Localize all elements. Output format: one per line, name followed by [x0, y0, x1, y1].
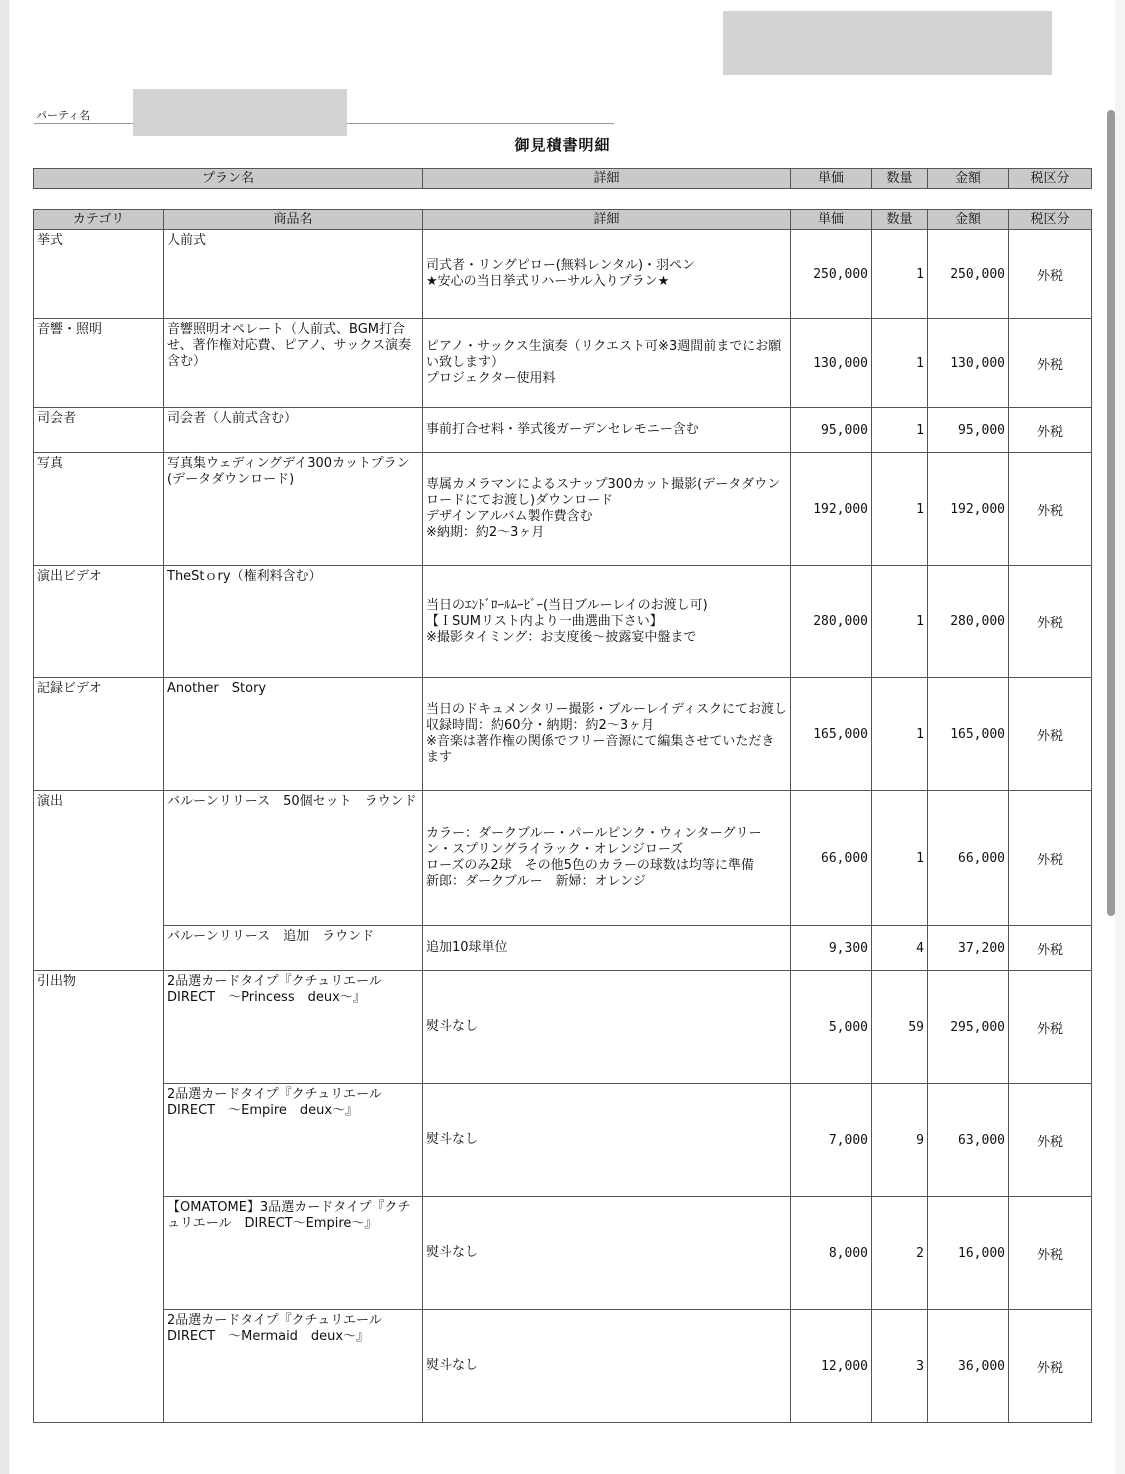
- qty-cell: 1: [872, 566, 928, 678]
- amount-cell: 63,000: [928, 1084, 1009, 1197]
- detail-cell: 事前打合せ料・挙式後ガーデンセレモニー含む: [423, 408, 791, 453]
- amount-cell: 16,000: [928, 1197, 1009, 1310]
- price-cell: 165,000: [791, 678, 872, 791]
- tax-cell: 外税: [1009, 1310, 1092, 1423]
- price-cell: 280,000: [791, 566, 872, 678]
- header-detail: 詳細: [423, 169, 791, 189]
- qty-cell: 1: [872, 453, 928, 566]
- detail-cell: 熨斗なし: [423, 1084, 791, 1197]
- items-table: [33, 209, 1092, 1423]
- qty-cell: 1: [872, 408, 928, 453]
- amount-cell: 280,000: [928, 566, 1009, 678]
- redacted-block: [723, 11, 1052, 75]
- price-cell: 250,000: [791, 230, 872, 319]
- qty-cell: 9: [872, 1084, 928, 1197]
- category-cell: 挙式: [34, 230, 164, 319]
- category-cell: 記録ビデオ: [34, 678, 164, 791]
- scrollbar[interactable]: [1107, 110, 1115, 916]
- tax-cell: 外税: [1009, 230, 1092, 319]
- table-row: [34, 791, 1092, 926]
- product-cell: バルーンリリース 50個セット ラウンド: [164, 791, 423, 926]
- product-cell: 司会者（人前式含む）: [164, 408, 423, 453]
- price-cell: 7,000: [791, 1084, 872, 1197]
- table-row: [34, 1310, 1092, 1423]
- header-tax-class: 税区分: [1009, 169, 1092, 189]
- price-cell: 192,000: [791, 453, 872, 566]
- detail-cell: 専属カメラマンによるスナップ300カット撮影(データダウンロードにてお渡し)ダウンロード デザインアルバム製作費含む ※納期：約2～3ヶ月: [423, 453, 791, 566]
- product-cell: 2品選カードタイプ『クチュリエール DIRECT ～Empire deux～』: [164, 1084, 423, 1197]
- header-quantity: 数量: [872, 169, 928, 189]
- tax-cell: 外税: [1009, 1084, 1092, 1197]
- detail-cell: 当日のドキュメンタリー撮影・ブルーレイディスクにてお渡し 収録時間：約60分・納期：約2～3ヶ月 ※音楽は著作権の関係でフリー音源にて編集させていただきます: [423, 678, 791, 791]
- detail-cell: 熨斗なし: [423, 971, 791, 1084]
- detail-cell: カラー：ダークブルー・パールピンク・ウィンターグリーン・スプリングライラック・オレンジローズ ローズのみ2球 その他5色のカラーの球数は均等に準備 新郎：ダークブルー 新婦：オレンジ: [423, 791, 791, 926]
- qty-cell: 4: [872, 926, 928, 971]
- header-amount: 金額: [928, 210, 1009, 230]
- tax-cell: 外税: [1009, 1197, 1092, 1310]
- price-cell: 12,000: [791, 1310, 872, 1423]
- detail-cell: 熨斗なし: [423, 1310, 791, 1423]
- plan-table-header: [34, 169, 1092, 189]
- qty-cell: 3: [872, 1310, 928, 1423]
- qty-cell: 59: [872, 971, 928, 1084]
- table-row: [34, 230, 1092, 319]
- amount-cell: 192,000: [928, 453, 1009, 566]
- product-cell: TheStｏry（権利料含む）: [164, 566, 423, 678]
- tax-cell: 外税: [1009, 791, 1092, 926]
- header-detail: 詳細: [423, 210, 791, 230]
- product-cell: 【OMATOME】3品選カードタイプ『クチュリエール DIRECT～Empire～』: [164, 1197, 423, 1310]
- tax-cell: 外税: [1009, 926, 1092, 971]
- amount-cell: 66,000: [928, 791, 1009, 926]
- price-cell: 9,300: [791, 926, 872, 971]
- table-row: [34, 1084, 1092, 1197]
- page-edge: [1115, 0, 1125, 1474]
- header-category: カテゴリ: [34, 210, 164, 230]
- table-row: [34, 566, 1092, 678]
- product-cell: 人前式: [164, 230, 423, 319]
- category-cell: 写真: [34, 453, 164, 566]
- price-cell: 95,000: [791, 408, 872, 453]
- table-row: [34, 453, 1092, 566]
- page-title: 御見積書明細: [514, 136, 611, 154]
- plan-table: [33, 168, 1092, 189]
- product-cell: 2品選カードタイプ『クチュリエール DIRECT ～Mermaid deux～』: [164, 1310, 423, 1423]
- amount-cell: 250,000: [928, 230, 1009, 319]
- header-quantity: 数量: [872, 210, 928, 230]
- product-cell: 音響照明オペレート（人前式、BGM打合せ、著作権対応費、ピアノ、サックス演奏含む）: [164, 319, 423, 408]
- price-cell: 8,000: [791, 1197, 872, 1310]
- header-amount: 金額: [928, 169, 1009, 189]
- amount-cell: 130,000: [928, 319, 1009, 408]
- table-row: [34, 408, 1092, 453]
- redacted-party-name: [133, 89, 347, 136]
- price-cell: 66,000: [791, 791, 872, 926]
- qty-cell: 1: [872, 678, 928, 791]
- items-table-header: [34, 210, 1092, 230]
- detail-cell: ピアノ・サックス生演奏（リクエスト可※3週間前までにお願い致します） プロジェクター使用料: [423, 319, 791, 408]
- qty-cell: 1: [872, 319, 928, 408]
- category-cell: 司会者: [34, 408, 164, 453]
- detail-cell: 当日のｴﾝﾄﾞﾛｰﾙﾑｰﾋﾞｰ(当日ブルーレイのお渡し可) 【ＩSUMリスト内より一曲選曲下さい】 ※撮影タイミング：お支度後～披露宴中盤まで: [423, 566, 791, 678]
- category-cell: 音響・照明: [34, 319, 164, 408]
- amount-cell: 165,000: [928, 678, 1009, 791]
- tax-cell: 外税: [1009, 408, 1092, 453]
- detail-cell: 熨斗なし: [423, 1197, 791, 1310]
- table-row: [34, 678, 1092, 791]
- qty-cell: 1: [872, 791, 928, 926]
- detail-cell: 追加10球単位: [423, 926, 791, 971]
- category-cell: 引出物: [34, 971, 164, 1423]
- product-cell: 2品選カードタイプ『クチュリエール DIRECT ～Princess deux～』: [164, 971, 423, 1084]
- party-name-label: パーティ名: [36, 109, 91, 122]
- table-row: [34, 971, 1092, 1084]
- header-unit-price: 単価: [791, 210, 872, 230]
- product-cell: 写真集ウェディングデイ300カットプラン(データダウンロード): [164, 453, 423, 566]
- price-cell: 130,000: [791, 319, 872, 408]
- header-product-name: 商品名: [164, 210, 423, 230]
- amount-cell: 37,200: [928, 926, 1009, 971]
- table-row: [34, 1197, 1092, 1310]
- tax-cell: 外税: [1009, 319, 1092, 408]
- qty-cell: 2: [872, 1197, 928, 1310]
- page-edge: [0, 0, 9, 1474]
- amount-cell: 95,000: [928, 408, 1009, 453]
- category-cell: 演出ビデオ: [34, 566, 164, 678]
- category-cell: 演出: [34, 791, 164, 971]
- table-row: [34, 319, 1092, 408]
- price-cell: 5,000: [791, 971, 872, 1084]
- tax-cell: 外税: [1009, 566, 1092, 678]
- product-cell: バルーンリリース 追加 ラウンド: [164, 926, 423, 971]
- amount-cell: 295,000: [928, 971, 1009, 1084]
- header-unit-price: 単価: [791, 169, 872, 189]
- tax-cell: 外税: [1009, 971, 1092, 1084]
- detail-cell: 司式者・リングピロー(無料レンタル)・羽ペン ★安心の当日挙式リハーサル入りプラン★: [423, 230, 791, 319]
- tax-cell: 外税: [1009, 453, 1092, 566]
- header-plan-name: プラン名: [34, 169, 423, 189]
- header-tax-class: 税区分: [1009, 210, 1092, 230]
- table-row: [34, 926, 1092, 971]
- qty-cell: 1: [872, 230, 928, 319]
- product-cell: Another Story: [164, 678, 423, 791]
- amount-cell: 36,000: [928, 1310, 1009, 1423]
- tax-cell: 外税: [1009, 678, 1092, 791]
